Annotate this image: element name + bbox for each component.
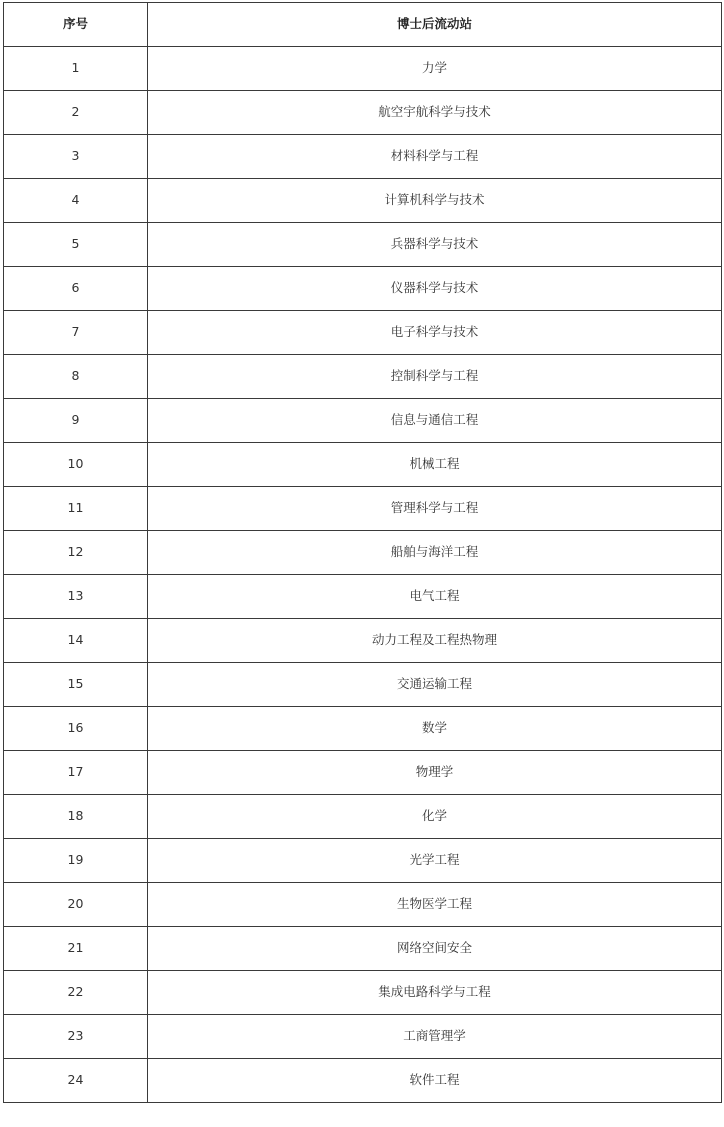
row-station-cell: 物理学 bbox=[148, 751, 722, 795]
row-station-cell: 化学 bbox=[148, 795, 722, 839]
row-station-cell: 交通运输工程 bbox=[148, 663, 722, 707]
postdoc-stations-table-container bbox=[3, 2, 721, 1103]
row-index-cell: 24 bbox=[4, 1059, 148, 1103]
table-row bbox=[4, 443, 722, 487]
row-station-cell: 航空宇航科学与技术 bbox=[148, 91, 722, 135]
table-row bbox=[4, 47, 722, 91]
row-station-cell: 管理科学与工程 bbox=[148, 487, 722, 531]
row-index-cell: 20 bbox=[4, 883, 148, 927]
table-row bbox=[4, 223, 722, 267]
row-index-cell: 17 bbox=[4, 751, 148, 795]
table-row bbox=[4, 927, 722, 971]
table-row bbox=[4, 795, 722, 839]
row-index-cell: 7 bbox=[4, 311, 148, 355]
row-index-cell: 10 bbox=[4, 443, 148, 487]
row-station-cell: 力学 bbox=[148, 47, 722, 91]
row-station-cell: 材料科学与工程 bbox=[148, 135, 722, 179]
row-index-cell: 16 bbox=[4, 707, 148, 751]
row-index-cell: 14 bbox=[4, 619, 148, 663]
table-row bbox=[4, 135, 722, 179]
row-index-cell: 12 bbox=[4, 531, 148, 575]
table-row bbox=[4, 575, 722, 619]
table-row bbox=[4, 531, 722, 575]
row-station-cell: 光学工程 bbox=[148, 839, 722, 883]
table-row bbox=[4, 487, 722, 531]
row-station-cell: 船舶与海洋工程 bbox=[148, 531, 722, 575]
row-station-cell: 机械工程 bbox=[148, 443, 722, 487]
row-index-cell: 21 bbox=[4, 927, 148, 971]
row-index-cell: 3 bbox=[4, 135, 148, 179]
row-station-cell: 数学 bbox=[148, 707, 722, 751]
row-index-cell: 4 bbox=[4, 179, 148, 223]
table-row bbox=[4, 267, 722, 311]
row-index-cell: 6 bbox=[4, 267, 148, 311]
row-station-cell: 动力工程及工程热物理 bbox=[148, 619, 722, 663]
row-index-cell: 9 bbox=[4, 399, 148, 443]
table-row bbox=[4, 971, 722, 1015]
table-row bbox=[4, 619, 722, 663]
row-index-cell: 13 bbox=[4, 575, 148, 619]
row-index-cell: 23 bbox=[4, 1015, 148, 1059]
row-index-cell: 1 bbox=[4, 47, 148, 91]
header-index: 序号 bbox=[4, 3, 148, 47]
row-station-cell: 软件工程 bbox=[148, 1059, 722, 1103]
row-station-cell: 电子科学与技术 bbox=[148, 311, 722, 355]
header-station: 博士后流动站 bbox=[148, 3, 722, 47]
table-row bbox=[4, 883, 722, 927]
row-station-cell: 网络空间安全 bbox=[148, 927, 722, 971]
row-index-cell: 18 bbox=[4, 795, 148, 839]
row-index-cell: 5 bbox=[4, 223, 148, 267]
table-row bbox=[4, 1059, 722, 1103]
row-station-cell: 兵器科学与技术 bbox=[148, 223, 722, 267]
table-row bbox=[4, 663, 722, 707]
row-station-cell: 电气工程 bbox=[148, 575, 722, 619]
row-station-cell: 信息与通信工程 bbox=[148, 399, 722, 443]
table-header-row bbox=[4, 3, 722, 47]
table-row bbox=[4, 91, 722, 135]
postdoc-stations-table bbox=[3, 2, 722, 1103]
row-index-cell: 8 bbox=[4, 355, 148, 399]
row-index-cell: 22 bbox=[4, 971, 148, 1015]
row-station-cell: 计算机科学与技术 bbox=[148, 179, 722, 223]
table-row bbox=[4, 355, 722, 399]
table-row bbox=[4, 179, 722, 223]
row-station-cell: 控制科学与工程 bbox=[148, 355, 722, 399]
row-index-cell: 15 bbox=[4, 663, 148, 707]
table-row bbox=[4, 839, 722, 883]
row-station-cell: 仪器科学与技术 bbox=[148, 267, 722, 311]
table-row bbox=[4, 751, 722, 795]
table-row bbox=[4, 311, 722, 355]
table-row bbox=[4, 399, 722, 443]
row-index-cell: 11 bbox=[4, 487, 148, 531]
table-row bbox=[4, 707, 722, 751]
row-index-cell: 2 bbox=[4, 91, 148, 135]
row-station-cell: 集成电路科学与工程 bbox=[148, 971, 722, 1015]
row-station-cell: 工商管理学 bbox=[148, 1015, 722, 1059]
row-index-cell: 19 bbox=[4, 839, 148, 883]
table-row bbox=[4, 1015, 722, 1059]
row-station-cell: 生物医学工程 bbox=[148, 883, 722, 927]
table-body bbox=[4, 47, 722, 1103]
